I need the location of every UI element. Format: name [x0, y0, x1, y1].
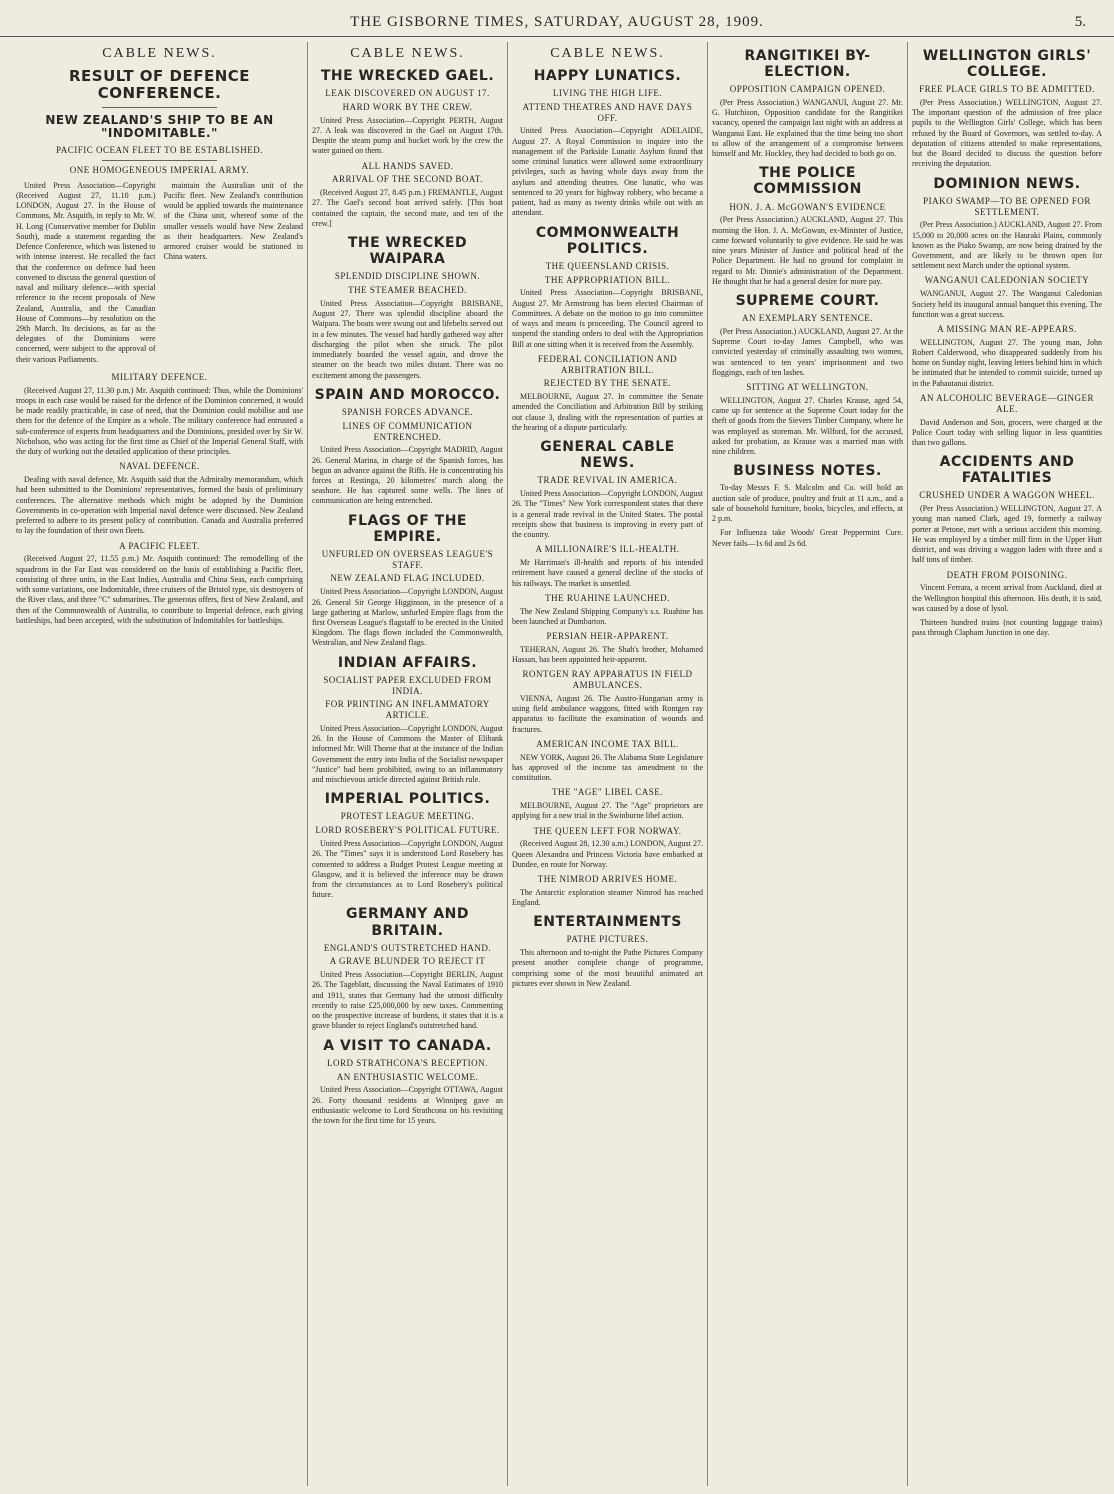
article-text: United Press Association—Copyright PERTH, August 27. A leak was discovered in the Gael on August 17th. Despite the steam pump and bucket work by the crew the water gained on them. [312, 115, 503, 156]
subheadline: MILITARY DEFENCE. [111, 371, 208, 382]
subheadline: NEW ZEALAND'S SHIP TO BE AN "INDOMITABLE." [45, 112, 274, 141]
subheadline: PATHE PICTURES. [566, 934, 649, 945]
subheadline: THE STEAMER BEACHED. [348, 285, 467, 296]
two-column-body [16, 369, 303, 630]
subheadline: FREE PLACE GIRLS TO BE ADMITTED. [919, 84, 1095, 95]
headline: WELLINGTON GIRLS' COLLEGE. [922, 48, 1092, 81]
article-text: TEHERAN, August 26. The Shah's brother, Mohamed Hassan, has been appointed heir-apparent. [512, 644, 703, 665]
article-text: United Press Association—Copyright BRISBANE, August 27. Mr Armstrong has been elected Chairman of Committees. A debate on the motion to go into committee of ways and means is proceeding. The Council agreed to suspend the standing orders to deal with the Appropriation Bill at one sitting when it is received from the Assembly. [512, 288, 703, 349]
headline: SPAIN AND MOROCCO. [314, 386, 501, 403]
subheadline: ENGLAND'S OUTSTRETCHED HAND. [323, 942, 492, 953]
subheadline: ALL HANDS SAVED. [361, 160, 454, 171]
subheadline: THE QUEEN LEFT FOR NORWAY. [533, 825, 682, 836]
subheadline: THE RUAHINE LAUNCHED. [545, 592, 670, 603]
article-text: United Press Association—Copyright BRISBANE, August 27. There was splendid discipline aboard the Waipara. The boats were swung out and lifebelts served out in a few minutes. The vessel had hardly gathered way after discharging the pilot when she struck. The pilot immediately boarded the vessel again, and drove the steamer on the beach two miles distant. There was no excitement among the passengers. [312, 298, 503, 380]
article-text: (Per Press Association.) WANGANUI, August 27. Mr. G. Hutchison, Opposition candidate for the Rangitikei vacancy, opened the campaign last night with an address at Wanganui East. He explained that the time being too short to allow of the arrangement of a compromise between himself and Mr. Hockley, they had decided to both go on. [712, 97, 903, 159]
headline: THE WRECKED WAIPARA [347, 235, 468, 268]
headline: DOMINION NEWS. [933, 175, 1081, 192]
subheadline: SOCIALIST PAPER EXCLUDED FROM INDIA. [323, 674, 492, 696]
subheadline: LORD ROSEBERY'S POLITICAL FUTURE. [315, 825, 500, 836]
subheadline: AMERICAN INCOME TAX BILL. [536, 738, 679, 749]
subheadline: CRUSHED UNDER A WAGGON WHEEL. [919, 490, 1095, 501]
article-text: maintain the Australian unit of the Pacific fleet. New Zealand's contribution would be applied towards the maintenance of the China unit, whereof some of the smaller vessels would have New Zealand as their headquarters. New Zealand's armored cruiser would be stationed in China waters. [163, 180, 303, 262]
subheadline: AN ENTHUSIASTIC WELCOME. [336, 1071, 479, 1082]
subheadline: TRADE REVIVAL IN AMERICA. [537, 475, 678, 486]
subheadline: LORD STRATHCONA'S RECEPTION. [327, 1057, 488, 1068]
article-text: United Press Association—Copyright ADELAIDE, August 27. A Royal Commission to inquire into the management of the Parkside Lunatic Asylum found that some criminal lunatics were allowed some extraordinary privileges, such as having whole days away from the asylum and attending theatres. One lunatic, who was sentenced to 20 years for highway robbery, who became a patient, had as many as twenty drinks while out with an attendant. [512, 126, 703, 218]
article-text: (Per Press Association.) AUCKLAND, August 27. From 15,000 to 20,000 acres on the Hauraki Plains, commonly known as the Piako Swamp, are now being drained by the Government, and are likely to be thrown open for settlement next March under the optional system. [912, 220, 1102, 271]
headline: ACCIDENTS AND FATALITIES [939, 454, 1075, 487]
section-header: CABLE NEWS. [550, 46, 665, 61]
headline: COMMONWEALTH POLITICS. [535, 224, 680, 257]
headline: THE POLICE COMMISSION [753, 165, 862, 198]
article-text: WANGANUI, August 27. The Wanganui Caledonian Society held its inaugural annual banquet this evening. The function was a great success. [912, 289, 1102, 319]
headline: GENERAL CABLE NEWS. [540, 439, 675, 472]
article-text: The New Zealand Shipping Company's s.s. Ruahine has been launched at Dumbarton. [512, 606, 703, 626]
subheadline: A GRAVE BLUNDER TO REJECT IT [329, 956, 486, 967]
masthead [0, 14, 1114, 37]
article-text: United Press Association—Copyright LONDON, August 26. General Sir George Higginson, in the presence of a large gathering at Marlow, unfurled Empire flags from the first Overseas League's flagstaff to be erected in the United Kingdom. The flags flown included the Commonwealth, Westralian, and New Zealand flags. [312, 587, 503, 648]
column-4 [708, 42, 908, 1486]
subheadline: A MISSING MAN RE-APPEARS. [937, 323, 1077, 334]
subheadline: THE QUEENSLAND CRISIS. [545, 260, 670, 271]
article-text: NEW YORK, August 26. The Alabama State Legislature has approved of the income tax amendment to the constitution. [512, 752, 703, 783]
headline: IMPERIAL POLITICS. [324, 791, 491, 808]
subheadline: AN ALCOHOLIC BEVERAGE—GINGER ALE. [920, 392, 1094, 414]
subheadline: ONE HOMOGENEOUS IMPERIAL ARMY. [69, 164, 250, 175]
subheadline: THE APPROPRIATION BILL. [544, 274, 671, 285]
column-1 [12, 42, 308, 1486]
subheadline: WANGANUI CALEDONIAN SOCIETY [924, 275, 1090, 286]
divider [102, 160, 217, 161]
headline: HAPPY LUNATICS. [533, 68, 682, 84]
article-text: VIENNA, August 26. The Austro-Hungarian army is using field ambulance waggons, fitted with Rontgen ray apparatus to facilitate the examination of wounds and fractures. [512, 693, 703, 734]
subheadline: ATTEND THEATRES AND HAVE DAYS OFF. [522, 101, 693, 123]
article-text: United Press Association—Copyright MADRID, August 26. General Marina, in charge of the Spanish forces, has begun an advance against the Riffs. He is concentrating his forces at Restinga, 20 kilometres' march along the seashore. He has captured some wells. The lines of communication are being entrenched. [312, 445, 503, 506]
headline: ENTERTAINMENTS [533, 914, 682, 931]
headline: GERMANY AND BRITAIN. [345, 906, 469, 939]
subheadline: THE "AGE" LIBEL CASE. [551, 787, 663, 798]
divider [102, 107, 217, 108]
subheadline: AN EXEMPLARY SENTENCE. [742, 313, 873, 324]
masthead-title: THE GISBORNE TIMES, SATURDAY, AUGUST 28, 1909. [350, 14, 764, 30]
headline: INDIAN AFFAIRS. [337, 654, 478, 671]
article-text: United Press Association—Copyright OTTAWA, August 26. Forty thousand residents at Winnipeg gave an enthusiastic welcome to Lord Strathcona on his revisiting the town for the first time for 15 years. [312, 1085, 503, 1126]
subheadline: FOR PRINTING AN INFLAMMATORY ARTICLE. [325, 699, 490, 721]
article-text: United Press Association—Copyright BERLIN, August 26. The Tageblatt, discussing the Naval Estimates of 1910 and 1911, states that Germany had the utmost difficulty recently to raise £25,000,000 by new taxes. Commenting on the prospective increase of burdens, it states that it is a grave blunder to reject England's outstretched hand. [312, 970, 503, 1031]
article-text: MELBOURNE, August 27. In committee the Senate amended the Conciliation and Arbitration Bill by striking out clause 3, dealing with the representation of parties at the hearing of a dispute particularly. [512, 392, 703, 432]
article-text: WELLINGTON, August 27. The young man, John Robert Calderwood, who disappeared suddenly from his home on Sunday night, leaving letters behind him in which he intimated that he intended to commit suicide, turned up in the Pahautanui district. [912, 337, 1102, 388]
advertisement-text: For Influenza take Woods' Great Peppermint Cure. Never fails—1s 6d and 2s 6d. [712, 528, 903, 548]
article-text: (Received August 27, 11.55 p.m.) Mr. Asquith continued: The remodelling of the squadrons in the Far East was considered on the basis of establishing a Pacific fleet, consisting of three units, in the East Indies, Australia and China Seas, each comprising with some variations, one Indomitable, three cruisers of the Bristol type, six destroyers of the River class, and three "C" submarines. The generous offers, first of New Zealand, and then of the Commonwealth of Australia, to contribute to Imperial defence, each giving battleships, had been accepted, with the substitution of Indomitables for battleships. [16, 554, 303, 625]
column-2 [308, 42, 508, 1486]
headline: BUSINESS NOTES. [733, 463, 882, 480]
article-text: The Antarctic exploration steamer Nimrod has reached England. [512, 887, 703, 908]
subheadline: NAVAL DEFENCE. [119, 461, 200, 472]
article-text: United Press Association—Copyright LONDON, August 26. The "Times" says it is understood Lord Rosebery has consented to address a Budget Protest League meeting at Glasgow, and it is believed the inference may be drawn from the circumstances as to Lord Rosebery's political future. [312, 839, 503, 900]
article-text: (Received August 28, 12.30 a.m.) LONDON, August 27. Queen Alexandra and Princess Victoria have embarked at Dundee, en route for Norway. [512, 839, 703, 869]
article-text: (Received August 27, 11.30 p.m.) Mr. Asquith continued: Thus, while the Dominions' troops in each case would be raised for the defence of the Dominion concerned, it would be made readily practicable, in case of need, that the Dominion could mobilise and use them for the defence of the Empire as a whole. The military conference had entrusted a sub-conference of experts from headquarters and the Dominions, presided over by Sir W. Nicholson, who was acting for the first time as Chief of the Imperial General Staff, with the duty of working out the detailed application of these principles. [16, 385, 303, 457]
headline: SUPREME COURT. [735, 293, 880, 310]
subheadline: THE NIMROD ARRIVES HOME. [537, 874, 678, 885]
subheadline: RONTGEN RAY APPARATUS IN FIELD AMBULANCES. [522, 669, 693, 691]
article-text: Dealing with naval defence, Mr. Asquith said that the Admiralty memorandum, which had been submitted to the Dominions' representatives, formed the basis of preliminary conferences. The alternative methods which might be adopted by the Dominion Governments in co-operation with Imperial naval defence were discussed. New Zealand preferred to adhere to its present policy of contribution. Canada and Australia preferred to lay the foundation of their own fleets. [16, 475, 303, 536]
article-text: Vincent Ferrara, a recent arrival from Auckland, died at the Wellington hospital this afternoon. His death, it is said, was caused by a dose of lysol. [912, 583, 1102, 613]
article-text: United Press Association—Copyright (Received August 27, 11.10 p.m.) LONDON, August 27. In the House of Commons, Mr. Asquith, in reply to Mr. W. H. Long (Conservative member for Dublin South), made a statement regarding the Defence Conference, which was listened to with intense interest. He recalled the fact that the conference on defence had been convened to discuss the general question of naval and military defence—with special reference to the recent proposals of New Zealand, Australia, and the Canadian House of Commons—by resolution on the 29th March. Its decisions, as far as the delegates of the Dominions were concerned, were subject to the approval of their various Parliaments. [16, 180, 156, 364]
subheadline: PACIFIC OCEAN FLEET TO BE ESTABLISHED. [56, 145, 263, 156]
article-text: (Received August 27, 8.45 p.m.) FREMANTLE, August 27. The Gael's second boat arrived safely. [This boat contained the captain, the second mate, and ten of the crew.] [312, 188, 503, 228]
subheadline: PIAKO SWAMP—TO BE OPENED FOR SETTLEMENT. [923, 195, 1091, 217]
subheadline: PROTEST LEAGUE MEETING. [340, 811, 475, 822]
subheadline: A MILLIONAIRE'S ILL-HEALTH. [535, 544, 680, 555]
subheadline: A PACIFIC FLEET. [119, 540, 200, 551]
headline: FLAGS OF THE EMPIRE. [348, 512, 467, 545]
subheadline: HARD WORK BY THE CREW. [342, 101, 473, 112]
article-text: To-day Messrs F. S. Malcolm and Co. will hold an auction sale of produce, poultry and fruit at 11 a.m., and a sale of household furniture, books, bicycles, and effects, at 2 p.m. [712, 483, 903, 524]
article-text: This afternoon and to-night the Pathe Pictures Company present another complete change of programme, comprising some of the most beautiful animated art pictures ever shown in New Zealand. [512, 948, 703, 988]
headline: RANGITIKEI BY-ELECTION. [744, 48, 871, 81]
headline: THE WRECKED GAEL. [320, 68, 495, 84]
article-text: (Per Press Association.) AUCKLAND, August 27. At the Supreme Court to-day James Campbell, who was convicted yesterday of criminally assaulting two women, was sentenced to ten years' imprisonment and two floggings, each of ten lashes. [712, 326, 903, 377]
article-text: (Per Press Association.) AUCKLAND, August 27. This morning the Hon. J. A. McGowan, ex-Minister of Justice, came forward voluntarily to give evidence. He said he was nine years Minister of Justice and political head of the Police Department. He had no ground for complaint in regard to Mr. Dinnie's administration of the Department. He thought that he had a general desire for more pay. [712, 215, 903, 286]
article-text: Mr Harriman's ill-health and reports of his intended retirement have caused a general decline of the stocks of his railways. The market is unsettled. [512, 558, 703, 588]
subheadline: SPANISH FORCES ADVANCE. [341, 406, 474, 417]
article-text: (Per Press Association.) WELLINGTON, August 27. A young man named Clark, aged 19, formerly a railway porter at Petone, met with a serious accident this morning. He was employed by a timber mill firm in the Upper Hutt district, and was driving a waggon laden with three and a half tons of timber. [912, 504, 1102, 565]
subheadline: PERSIAN HEIR-APPARENT. [546, 631, 669, 642]
column-3 [508, 42, 708, 1486]
subheadline: NEW ZEALAND FLAG INCLUDED. [330, 573, 485, 584]
subheadline: UNFURLED ON OVERSEAS LEAGUE'S STAFF. [321, 548, 494, 570]
page-number: 5. [1074, 14, 1086, 30]
column-5 [908, 42, 1106, 1486]
subheadline: FEDERAL CONCILIATION AND ARBITRATION BILL. [537, 353, 678, 375]
subheadline: LIVING THE HIGH LIFE. [552, 88, 663, 99]
article-text: United Press Association—Copyright LONDON, August 26. The "Times" New York correspondent states that there is a general trade revival in the United States. The postal receipts show that business is improving in every part of the country. [512, 489, 703, 540]
subheadline: OPPOSITION CAMPAIGN OPENED. [729, 84, 886, 95]
article-text: (Per Press Association.) WELLINGTON, August 27. The important question of the admission of free place pupils to the Wellington Girls' College, which has been refused by the Board of Governors, was settled to-day. A deputation of citizens attended to make representations, but the Board decided to discuss the question before receiving the deputation. [912, 97, 1102, 169]
article-text: MELBOURNE, August 27. The "Age" proprietors are applying for a new trial in the Swinburne libel action. [512, 801, 703, 821]
subheadline: SITTING AT WELLINGTON. [746, 382, 869, 393]
section-header: CABLE NEWS. [350, 46, 465, 61]
headline: A VISIT TO CANADA. [323, 1037, 492, 1054]
subheadline: LINES OF COMMUNICATION ENTRENCHED. [342, 420, 473, 442]
subheadline: HON. J. A. McGOWAN'S EVIDENCE [729, 201, 886, 212]
subheadline: SPLENDID DISCIPLINE SHOWN. [334, 271, 481, 282]
section-header: CABLE NEWS. [102, 46, 217, 61]
article-text: Thirteen hundred trains (not counting luggage trains) pass through Clapham Junction in one day. [912, 618, 1102, 638]
subheadline: ARRIVAL OF THE SECOND BOAT. [332, 174, 483, 185]
article-text: WELLINGTON, August 27. Charles Krause, aged 54, came up for sentence at the Supreme Court today for the theft of goods from the Sievers Timber Company, where he was employed as storeman. Mr. Wilford, for the accused, asked for probation, as Krause was a married man with nine children. [712, 395, 903, 457]
two-column-body [16, 179, 303, 369]
article-text: United Press Association—Copyright LONDON, August 26. In the House of Commons the Master of Elibank informed Mr. Will Thorne that at the instance of the Indian Government the entry into India of the Socialist newspaper "Justice" had been prohibited, owing to an inflammatory and mischievous article directed against British rule. [312, 723, 503, 785]
subheadline: LEAK DISCOVERED ON AUGUST 17. [325, 88, 490, 99]
subheadline: DEATH FROM POISONING. [946, 569, 1068, 580]
subheadline: REJECTED BY THE SENATE. [543, 378, 672, 389]
article-text: David Anderson and Son, grocers, were charged at the Police Court today with selling liquor in less quantities than two gallons. [912, 417, 1102, 448]
headline: RESULT OF DEFENCE CONFERENCE. [68, 67, 251, 103]
newspaper-columns [12, 42, 1106, 1486]
